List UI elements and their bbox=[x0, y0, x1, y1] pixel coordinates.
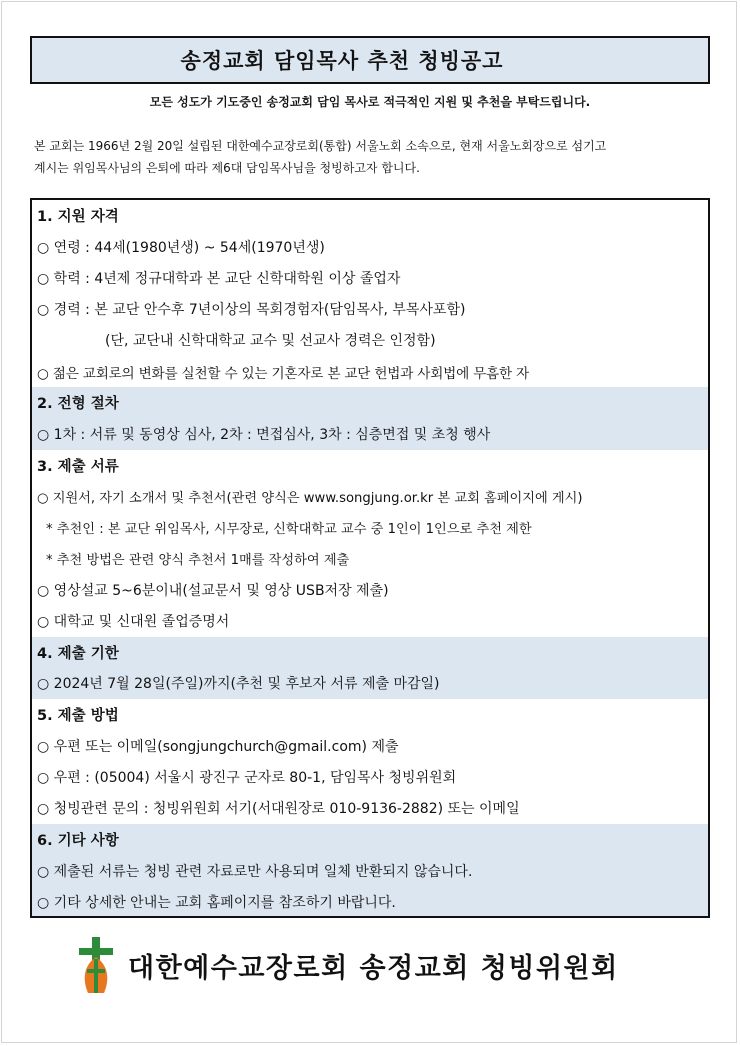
list-item: ○ 영상설교 5~6분이내(설교문서 및 영상 USB저장 제출) bbox=[37, 582, 389, 599]
intro-line: 본 교회는 1966년 2월 20일 설립된 대한예수교장로회(통합) 서울노회 소속으로, 현재 서울노회장으로 섬기고 bbox=[34, 139, 607, 153]
footer bbox=[76, 932, 619, 998]
subtitle: 모든 성도가 기도중인 송정교회 담임 목사로 적극적인 지원 및 추천을 부탁드립니다. bbox=[149, 95, 591, 109]
list-item: ○ 경력 : 본 교단 안수후 7년이상의 목회경험자(담임목사, 부목사포함) bbox=[37, 302, 466, 319]
list-item: ○ 2024년 7월 28일(주일)까지(추천 및 후보자 서류 제출 마감일) bbox=[32, 668, 708, 699]
footer-committee-name: 대한예수교장로회 송정교회 청빙위원회 bbox=[128, 952, 619, 984]
section-heading-selection-process: 2. 전형 절차 bbox=[32, 387, 708, 418]
list-item: ○ 학력 : 4년제 정규대학과 본 교단 신학대학원 이상 졸업자 bbox=[37, 270, 401, 287]
notice-content-box bbox=[30, 198, 710, 918]
intro-paragraph bbox=[34, 135, 710, 179]
list-item-note: * 추천인 : 본 교단 위임목사, 시무장로, 신학대학교 교수 중 1인이 1인으로 추천 제한 bbox=[46, 521, 532, 537]
section-heading-required-documents: 3. 제출 서류 bbox=[37, 458, 119, 475]
list-item-note: (단, 교단내 신학대학교 교수 및 선교사 경력은 인정함) bbox=[105, 333, 436, 350]
list-item: ○ 우편 : (05004) 서울시 광진구 군자로 80-1, 담임목사 청빙위원회 bbox=[37, 769, 457, 786]
list-item: ○ 우편 또는 이메일(songjungchurch@gmail.com) 제출 bbox=[37, 738, 399, 755]
list-item: ○ 제출된 서류는 청빙 관련 자료로만 사용되며 일체 반환되지 않습니다. bbox=[32, 855, 708, 886]
page-title bbox=[30, 36, 710, 84]
page-title-text: 송정교회 담임목사 추천 청빙공고 bbox=[180, 49, 504, 73]
list-item: ○ 대학교 및 신대원 졸업증명서 bbox=[37, 614, 230, 631]
list-item: ○ 지원서, 자기 소개서 및 추천서(관련 양식은 www.songjung.or.kr 본 교회 홈페이지에 게시) bbox=[37, 490, 583, 506]
list-item-note: * 추천 방법은 관련 양식 추천서 1매를 작성하여 제출 bbox=[46, 553, 350, 569]
list-item: ○ 청빙관련 문의 : 청빙위원회 서기(서대원장로 010-9136-2882) 또는 이메일 bbox=[37, 801, 520, 818]
section-heading-qualifications: 1. 지원 자격 bbox=[37, 209, 119, 226]
list-item: ○ 젊은 교회로의 변화를 실천할 수 있는 기혼자로 본 교단 헌법과 사회법에 무흠한 자 bbox=[37, 365, 529, 382]
section-heading-submission-method: 5. 제출 방법 bbox=[37, 708, 119, 725]
intro-line: 계시는 위임목사님의 은퇴에 따라 제6대 담임목사님을 청빙하고자 합니다. bbox=[34, 161, 420, 175]
list-item: ○ 기타 상세한 안내는 교회 홈페이지를 참조하기 바랍니다. bbox=[32, 886, 708, 917]
church-cross-logo-icon bbox=[76, 935, 116, 995]
list-item: ○ 1차 : 서류 및 동영상 심사, 2차 : 면접심사, 3차 : 심층면접 및 초청 행사 bbox=[32, 418, 708, 449]
list-item: ○ 연령 : 44세(1980년생) ~ 54세(1970년생) bbox=[37, 239, 325, 256]
section-heading-deadline: 4. 제출 기한 bbox=[32, 637, 708, 668]
section-heading-other-matters: 6. 기타 사항 bbox=[32, 824, 708, 855]
